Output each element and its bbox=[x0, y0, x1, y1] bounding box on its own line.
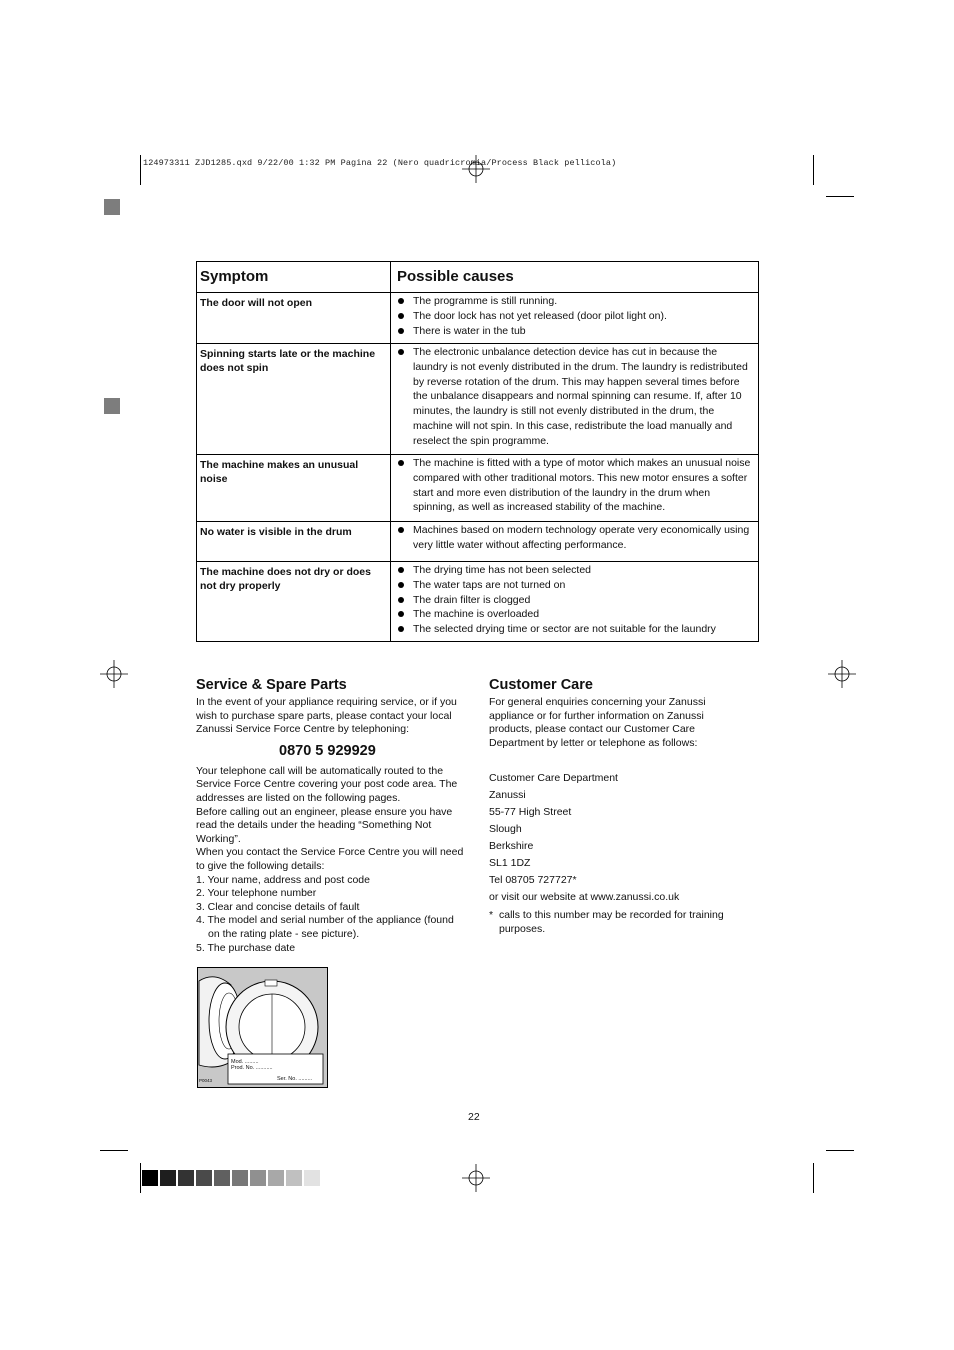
symptom-cell: No water is visible in the drum bbox=[197, 522, 391, 562]
cause-item: The water taps are not turned on bbox=[397, 578, 752, 593]
service-para: Before calling out an engineer, please ensure you have read the details under the heading “Something Not Working”. bbox=[196, 805, 453, 845]
crop-mark bbox=[813, 155, 814, 185]
causes-cell bbox=[391, 293, 759, 344]
colour-swatch bbox=[304, 1170, 320, 1186]
print-slug: 124973311 ZJD1285.qxd 9/22/00 1:32 PM Pagina 22 (Nero quadricromia/Process Black pellicola) bbox=[143, 158, 617, 168]
footnote bbox=[489, 908, 734, 936]
customer-care-section bbox=[489, 677, 734, 936]
list-item: 2. Your telephone number bbox=[196, 887, 317, 900]
plate-serial-number: Ser. No. ......... bbox=[277, 1076, 313, 1082]
cause-item: The drain filter is clogged bbox=[397, 593, 752, 608]
service-para: Your telephone call will be automatically routed to the Service Force Centre covering your post code area. The addresses are listed on the following pages. bbox=[196, 764, 458, 804]
address-line: Zanussi bbox=[489, 789, 526, 802]
table-row bbox=[197, 293, 759, 344]
symptom-cell: The door will not open bbox=[197, 293, 391, 344]
colour-swatch bbox=[160, 1170, 176, 1186]
table-row bbox=[197, 562, 759, 642]
causes-cell bbox=[391, 455, 759, 522]
table-row bbox=[197, 522, 759, 562]
address-line: Customer Care Department bbox=[489, 772, 618, 785]
colour-swatch bbox=[286, 1170, 302, 1186]
website-line: or visit our website at www.zanussi.co.uk bbox=[489, 891, 680, 904]
margin-marker bbox=[104, 199, 120, 215]
address-line: 55-77 High Street bbox=[489, 806, 572, 819]
service-heading: Service & Spare Parts bbox=[196, 677, 347, 693]
table-row bbox=[197, 455, 759, 522]
colour-swatch bbox=[196, 1170, 212, 1186]
table-header-row bbox=[197, 262, 759, 293]
footnote-star: * bbox=[489, 909, 494, 922]
symptom-header: Symptom bbox=[197, 262, 391, 293]
crop-mark bbox=[140, 1163, 141, 1193]
cause-item: There is water in the tub bbox=[397, 324, 752, 339]
list-item: 5. The purchase date bbox=[196, 941, 296, 954]
causes-cell bbox=[391, 522, 759, 562]
list-item: 1. Your name, address and post code bbox=[196, 873, 370, 886]
crop-mark bbox=[826, 1150, 854, 1151]
customer-care-intro: For general enquiries concerning your Zanussi appliance or for further information on Zanussi products, please contact our Customer Care Department by letter or telephone as follows: bbox=[489, 696, 706, 749]
registration-mark-icon bbox=[100, 660, 128, 688]
causes-cell bbox=[391, 562, 759, 642]
plate-model: Mod. ......... bbox=[231, 1059, 259, 1065]
address-line: Slough bbox=[489, 823, 522, 836]
picture-code: P0043 bbox=[199, 1078, 213, 1083]
registration-mark-icon bbox=[462, 1164, 490, 1192]
causes-cell bbox=[391, 344, 759, 455]
crop-mark bbox=[140, 155, 141, 185]
colour-swatch bbox=[232, 1170, 248, 1186]
cause-item: The selected drying time or sector are not suitable for the laundry bbox=[397, 622, 752, 637]
cause-item: The drying time has not been selected bbox=[397, 563, 752, 578]
footnote-text: calls to this number may be recorded for training purposes. bbox=[499, 909, 724, 936]
cause-item: The machine is overloaded bbox=[397, 607, 752, 622]
service-para: When you contact the Service Force Centre you will need to give the following details: bbox=[196, 846, 464, 872]
table-row bbox=[197, 344, 759, 455]
service-section bbox=[196, 677, 466, 955]
plate-prod-number: Prod. No. ........... bbox=[231, 1065, 273, 1071]
customer-care-heading: Customer Care bbox=[489, 677, 593, 693]
margin-marker bbox=[104, 398, 120, 414]
troubleshooting-table bbox=[196, 261, 759, 642]
colour-swatch bbox=[142, 1170, 158, 1186]
cause-item: Machines based on modern technology operate very economically using very little water without affecting performance. bbox=[397, 523, 752, 553]
service-intro: In the event of your appliance requiring service, or if you wish to purchase spare parts, please contact your local Zanussi Service Force Centre by telephoning: bbox=[196, 696, 457, 736]
details-list bbox=[196, 874, 466, 956]
symptom-cell: The machine does not dry or does not dry properly bbox=[197, 562, 391, 642]
crop-mark bbox=[826, 196, 854, 197]
cause-item: The programme is still running. bbox=[397, 294, 752, 309]
service-phone: 0870 5 929929 bbox=[279, 742, 376, 759]
symptom-cell: Spinning starts late or the machine does not spin bbox=[197, 344, 391, 455]
address-line: Tel 08705 727727* bbox=[489, 874, 577, 887]
colour-swatch bbox=[268, 1170, 284, 1186]
list-item: 3. Clear and concise details of fault bbox=[196, 900, 360, 913]
colour-swatch bbox=[178, 1170, 194, 1186]
registration-mark-icon bbox=[828, 660, 856, 688]
crop-mark bbox=[100, 1150, 128, 1151]
address-line: Berkshire bbox=[489, 840, 534, 853]
greyscale-colour-bar bbox=[142, 1170, 320, 1186]
crop-mark bbox=[813, 1163, 814, 1193]
cause-item: The door lock has not yet released (door pilot light on). bbox=[397, 309, 752, 324]
page-number: 22 bbox=[468, 1111, 480, 1123]
causes-header: Possible causes bbox=[391, 262, 759, 293]
registration-mark-icon bbox=[462, 155, 490, 183]
colour-swatch bbox=[250, 1170, 266, 1186]
cause-item: The electronic unbalance detection device has cut in because the laundry is not evenly distributed in the drum. The laundry is redistributed by reverse rotation of the drum. This may happen several times before the unbalance disappears and normal spinning can resume. If, after 10 minutes, the laundry is still not evenly distributed in the drum, the machine will not spin. In this case, redistribute the load manually and reselect the spin programme. bbox=[397, 345, 752, 449]
symptom-cell: The machine makes an unusual noise bbox=[197, 455, 391, 522]
customer-care-address bbox=[489, 770, 734, 906]
cause-item: The machine is fitted with a type of motor which makes an unusual noise compared with other traditional motors. This new motor ensures a softer start and more even distribution of the laundry in the drum when spinning, as well as increased stability of the machine. bbox=[397, 456, 752, 515]
list-item: 4. The model and serial number of the appliance (found on the rating plate - see picture). bbox=[196, 914, 454, 940]
address-line: SL1 1DZ bbox=[489, 857, 531, 870]
rating-plate-picture bbox=[197, 967, 328, 1088]
colour-swatch bbox=[214, 1170, 230, 1186]
